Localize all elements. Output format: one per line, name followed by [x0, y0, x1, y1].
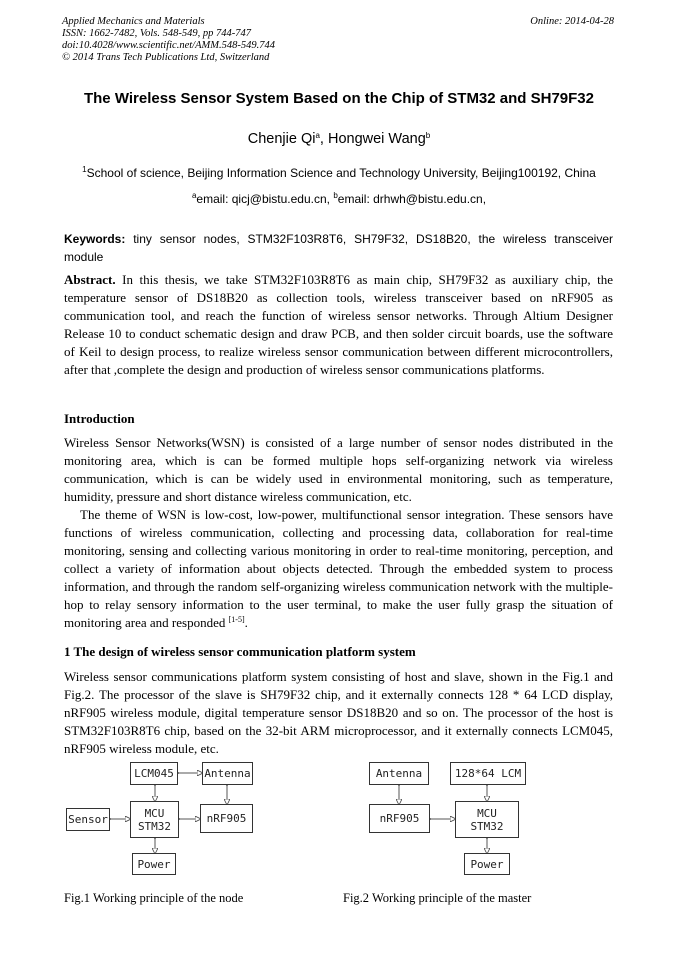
intro-paragraph-2-end: .: [244, 615, 248, 630]
abstract: [64, 271, 613, 379]
fig1-lcm-box: LCM045: [130, 762, 178, 785]
email-a: email: qicj@bistu.edu.cn,: [196, 192, 334, 206]
paper-title: The Wireless Sensor System Based on the Chip of STM32 and SH79F32: [83, 90, 594, 107]
citation-ref: [1-5]: [228, 615, 245, 624]
online-date: Online: 2014-04-28: [530, 16, 614, 27]
keywords: [64, 230, 613, 266]
fig2-antenna-box: Antenna: [369, 762, 429, 785]
section-1-title: 1 The design of wireless sensor communication platform system: [64, 644, 416, 659]
author-separator: ,: [319, 131, 328, 147]
fig2-lcm-box: 128*64 LCM: [450, 762, 526, 785]
email-line: [0, 192, 678, 206]
email-a-sup: a: [191, 191, 197, 200]
introduction-heading: [64, 410, 613, 428]
fig1-nrf-box: nRF905: [200, 804, 253, 833]
section-1-heading: [64, 643, 613, 661]
fig2-caption: Fig.2 Working principle of the master: [343, 891, 532, 905]
author-1-sup: a: [315, 131, 320, 140]
journal-header: [62, 16, 275, 64]
section-1-paragraph: Wireless sensor communications platform system consisting of host and slave, shown in the Fig.1 and Fig.2. The processor of the slave is SH79F32 chip, and it externally connects 128 * 64 LCD display, nRF905 wireless module, digital temperature sensor DS18B20 and so on. The processor of the host is STM32F103R8T6 chip, based on the 32-bit ARM microprocessor, and it externally connects LCM045, nRF905 wireless module, etc.: [64, 669, 613, 756]
copyright-line: © 2014 Trans Tech Publications Ltd, Switzerland: [62, 52, 270, 63]
issn-line: ISSN: 1662-7482, Vols. 548-549, pp 744-747: [62, 28, 251, 39]
fig1-caption: Fig.1 Working principle of the node: [64, 891, 244, 905]
doi-line: doi:10.4028/www.scientific.net/AMM.548-549.744: [62, 40, 275, 51]
abstract-label: Abstract.: [64, 272, 116, 287]
affiliation: [0, 166, 678, 180]
intro-paragraph-2: [64, 506, 613, 632]
fig2-mcu-line2: STM32: [470, 819, 504, 833]
introduction-body: [64, 434, 613, 632]
keywords-text: tiny sensor nodes, STM32F103R8T6, SH79F32, DS18B20, the wireless transceiver module: [64, 232, 613, 264]
fig2-power-box: Power: [464, 853, 510, 875]
fig1-mcu-line1: MCU: [144, 806, 165, 820]
fig1-mcu-box: [130, 801, 179, 838]
section-1-body: [64, 668, 613, 758]
author-line: [0, 131, 678, 147]
fig2-mcu-line1: MCU: [477, 806, 497, 820]
author-2: Hongwei Wang: [327, 131, 426, 147]
fig1-mcu-line2: STM32: [137, 819, 172, 833]
email-b: email: drhwh@bistu.edu.cn,: [337, 192, 487, 206]
abstract-text: In this thesis, we take STM32F103R8T6 as main chip, SH79F32 as auxiliary chip, the temperature sensor of DS18B20 as collection tools, wireless transceiver based on nRF905 as communication tool, and reach the function of wireless sensor networks. Through Altium Designer Release 10 to conduct schematic design and draw PCB, and then solder circuit boards, use the software of Keil to design process, to realize wireless sensor communication between different microcontrollers, after that ,complete the design and production of wireless sensor communications platforms.: [64, 272, 613, 377]
journal-name: Applied Mechanics and Materials: [62, 16, 205, 27]
intro-paragraph-2-text: The theme of WSN is low-cost, low-power, multifunctional sensor integration. These sensors have functions of wireless communication, collecting and processing data, collaboration for real-time monitoring, sensing and collecting various monitoring in order to real-time monitoring, perception, and collect a variety of information about objects detected. Through the embedded system to process information, and through the random self-organizing wireless communication network with the multiple-hop to relay sensory information to the user terminal, to make the user fully grasp the situation of monitoring area and responded: [64, 507, 613, 630]
intro-paragraph-1: Wireless Sensor Networks(WSN) is consisted of a large number of sensor nodes distributed in the monitoring area, which is can be formed multiple hops self-organizing network via wireless communication, which is can be widely used in environmental monitoring, such as temperature, humidity, pressure and short distance wireless communication, etc.: [64, 435, 613, 504]
author-1: Chenjie Qi: [247, 131, 316, 147]
introduction-title: Introduction: [64, 411, 135, 426]
email-b-sup: b: [333, 191, 338, 200]
fig1-sensor-box: Sensor: [66, 808, 110, 831]
fig1-power-box: Power: [132, 853, 176, 875]
fig2-nrf-box: nRF905: [369, 804, 430, 833]
affiliation-text: School of science, Beijing Information Science and Technology University, Beijing100192, China: [86, 166, 596, 180]
affiliation-sup: 1: [82, 165, 87, 174]
fig1-antenna-box: Antenna: [202, 762, 253, 785]
fig2-mcu-box: [455, 801, 519, 838]
keywords-label: Keywords:: [64, 232, 126, 246]
author-2-sup: b: [425, 131, 431, 140]
